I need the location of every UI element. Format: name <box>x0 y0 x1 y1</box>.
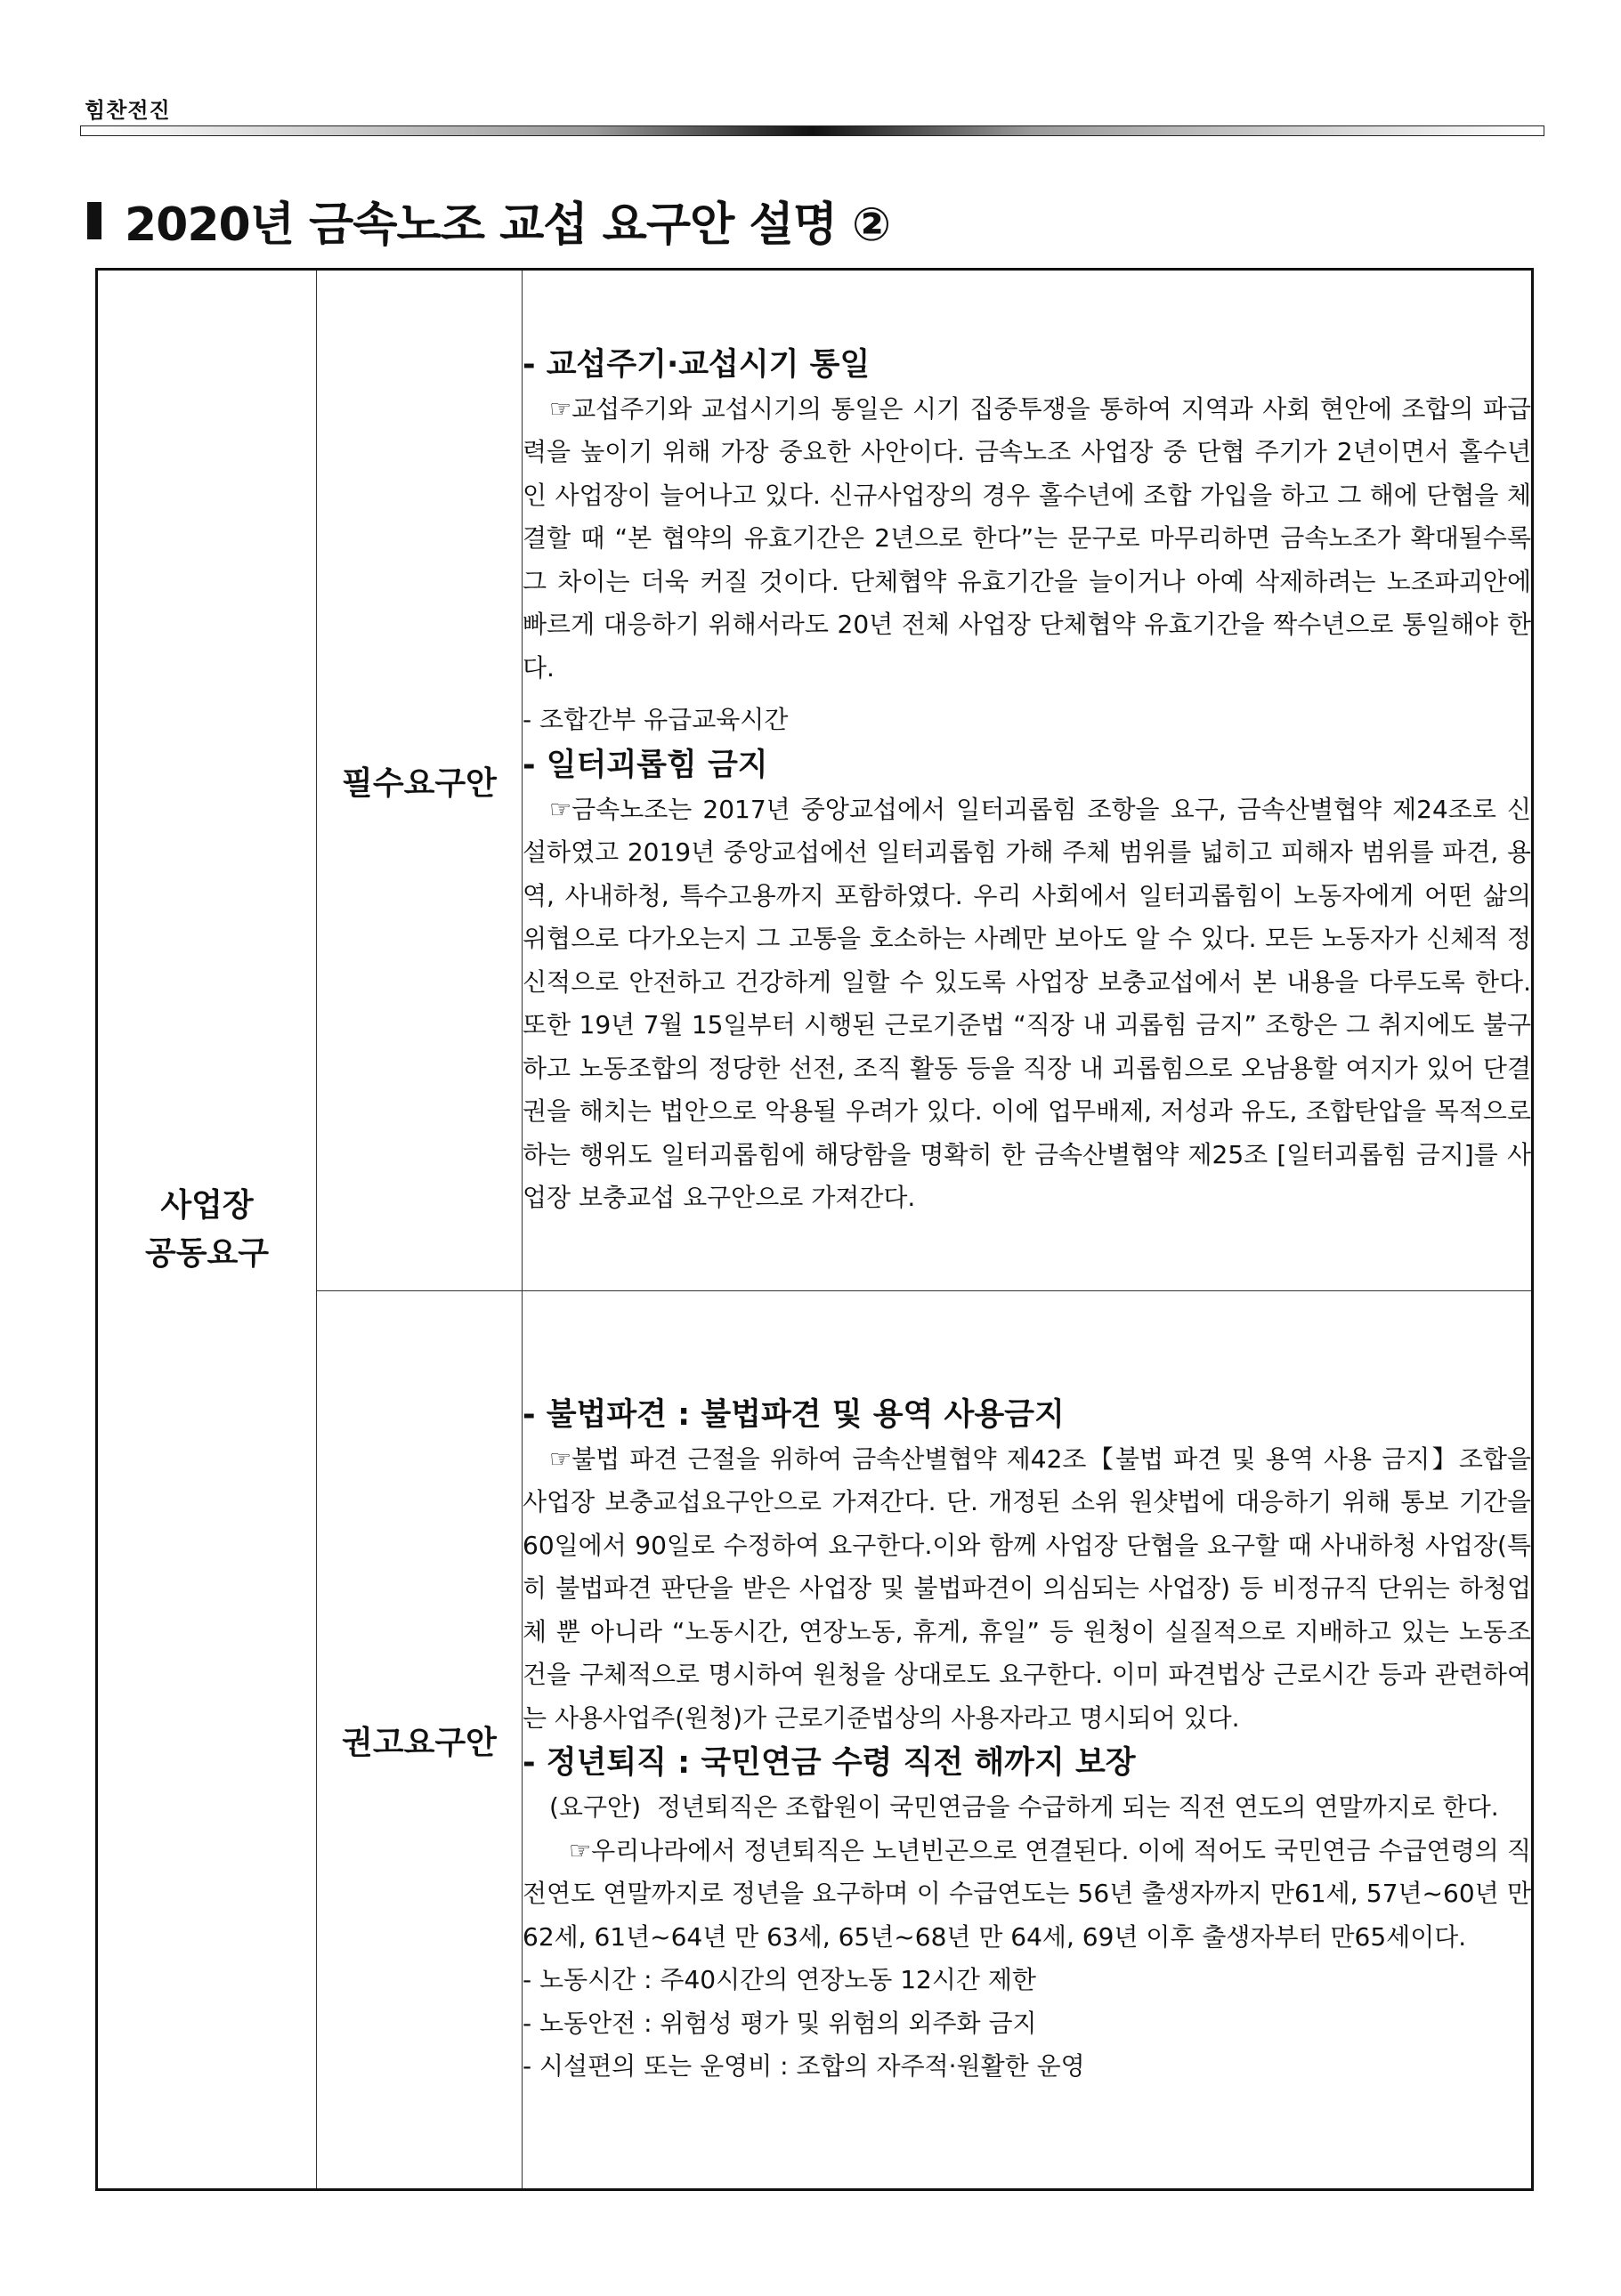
paragraph-illegal-dispatch: ☞불법 파견 근절을 위하여 금속산별협약 제42조【불법 파견 및 용역 사용 금지】조합을 사업장 보충교섭요구안으로 가져간다. 단. 개정된 소위 원샷법에 대응하기 위해 통보 기간을 60일에서 90일로 수정하여 요구한다.이와 함께 사업장 단협을 요구할 때 사내하청 사업장(특히 불법파견 판단을 받은 사업장 및 불법파견이 의심되는 사업장) 등 비정규직 단위는 하청업체 뿐 아니라 “노동시간, 연장노동, 휴게, 휴일” 등 원청이 실질적으로 지배하고 있는 노동조건을 구체적으로 명시하여 원청을 상대로도 요구한다. 이미 파견법상 근로시간 등과 관련하여는 사용사업주(원청)가 근로기준법상의 사용자라고 명시되어 있다. <box>523 1443 1531 1733</box>
paragraph-retirement: ☞우리나라에서 정년퇴직은 노년빈곤으로 연결된다. 이에 적어도 국민연금 수급연령의 직전연도 연말까지로 정년을 요구하며 이 수급연도는 56년 출생자까지 만61세, 57년~60년 만62세, 61년~64년 만 63세, 65년~68년 만 64세, 69년 이후 출생자부터 만65세이다. <box>523 1835 1531 1952</box>
item-paid-education: - 조합간부 유급교육시간 <box>523 705 789 734</box>
demand-tag: (요구안) <box>549 1792 641 1822</box>
heading-bargaining-cycle: - 교섭주기·교섭시기 통일 <box>523 346 871 383</box>
requirements-table <box>95 268 1534 2191</box>
item-labor-safety: - 노동안전 : 위험성 평가 및 위험의 외주화 금지 <box>523 2008 1037 2038</box>
category-line2: 공동요구 <box>144 1234 270 1272</box>
item-facility-costs: - 시설편의 또는 운영비 : 조합의 자주적·원활한 운영 <box>523 2051 1085 2081</box>
heading-illegal-dispatch: - 불법파견 : 불법파견 및 용역 사용금지 <box>523 1396 1065 1433</box>
retirement-demand <box>523 1786 1531 1830</box>
page-title-text: 2020년 금속노조 교섭 요구안 설명 ② <box>125 198 891 252</box>
content-required <box>523 270 1533 1291</box>
header-label: 힘찬전진 <box>85 98 171 123</box>
heading-workplace-harassment: - 일터괴롭힘 금지 <box>523 747 768 783</box>
paragraph-workplace-harassment: ☞금속노조는 2017년 중앙교섭에서 일터괴롭힘 조항을 요구, 금속산별협약 제24조로 신설하였고 2019년 중앙교섭에선 일터괴롭힘 가해 주체 범위를 넓히고 피해자 범위를 파견, 용역, 사내하청, 특수고용까지 포함하였다. 우리 사회에서 일터괴롭힘이 노동자에게 어떤 삶의 위협으로 다가오는지 그 고통을 호소하는 사례만 보아도 알 수 있다. 모든 노동자가 신체적 정신적으로 안전하고 건강하게 일할 수 있도록 사업장 보충교섭에서 본 내용을 다루도록 한다. 또한 19년 7월 15일부터 시행된 근로기준법 “직장 내 괴롭힘 금지” 조항은 그 취지에도 불구하고 노동조합의 정당한 선전, 조직 활동 등을 직장 내 괴롭힘으로 오남용할 여지가 있어 단결권을 해치는 법안으로 악용될 우려가 있다. 이에 업무배제, 저성과 유도, 조합탄압을 목적으로 하는 행위도 일터괴롭힘에 해당함을 명확히 한 금속산별협약 제25조 [일터괴롭힘 금지]를 사업장 보충교섭 요구안으로 가져간다. <box>523 794 1531 1212</box>
table-row-required <box>97 270 1533 1291</box>
subcategory-recommended: 권고요구안 <box>317 1291 523 2190</box>
title-bullet-icon <box>87 202 101 239</box>
item-working-hours: - 노동시간 : 주40시간의 연장노동 12시간 제한 <box>523 1965 1036 1994</box>
heading-retirement: - 정년퇴직 : 국민연금 수령 직전 해까지 보장 <box>523 1745 1136 1781</box>
category-cell <box>97 270 317 2190</box>
demand-text: 정년퇴직은 조합원이 국민연금을 수급하게 되는 직전 연도의 연말까지로 한다. <box>657 1792 1499 1822</box>
header-rule <box>80 125 1544 136</box>
paragraph-bargaining-cycle: ☞교섭주기와 교섭시기의 통일은 시기 집중투쟁을 통하여 지역과 사회 현안에 조합의 파급력을 높이기 위해 가장 중요한 사안이다. 금속노조 사업장 중 단협 주기가 2년이면서 홀수년인 사업장이 늘어나고 있다. 신규사업장의 경우 홀수년에 조합 가입을 하고 그 해에 단협을 체결할 때 “본 협약의 유효기간은 2년으로 한다”는 문구로 마무리하면 금속노조가 확대될수록 그 차이는 더욱 커질 것이다. 단체협약 유효기간을 늘이거나 아예 삭제하려는 노조파괴안에 빠르게 대응하기 위해서라도 20년 전체 사업장 단체협약 유효기간을 짝수년으로 통일해야 한다. <box>523 393 1531 683</box>
subcategory-required: 필수요구안 <box>317 270 523 1291</box>
page-title <box>87 187 890 254</box>
category-line1: 사업장 <box>160 1186 254 1224</box>
content-recommended <box>523 1291 1533 2190</box>
